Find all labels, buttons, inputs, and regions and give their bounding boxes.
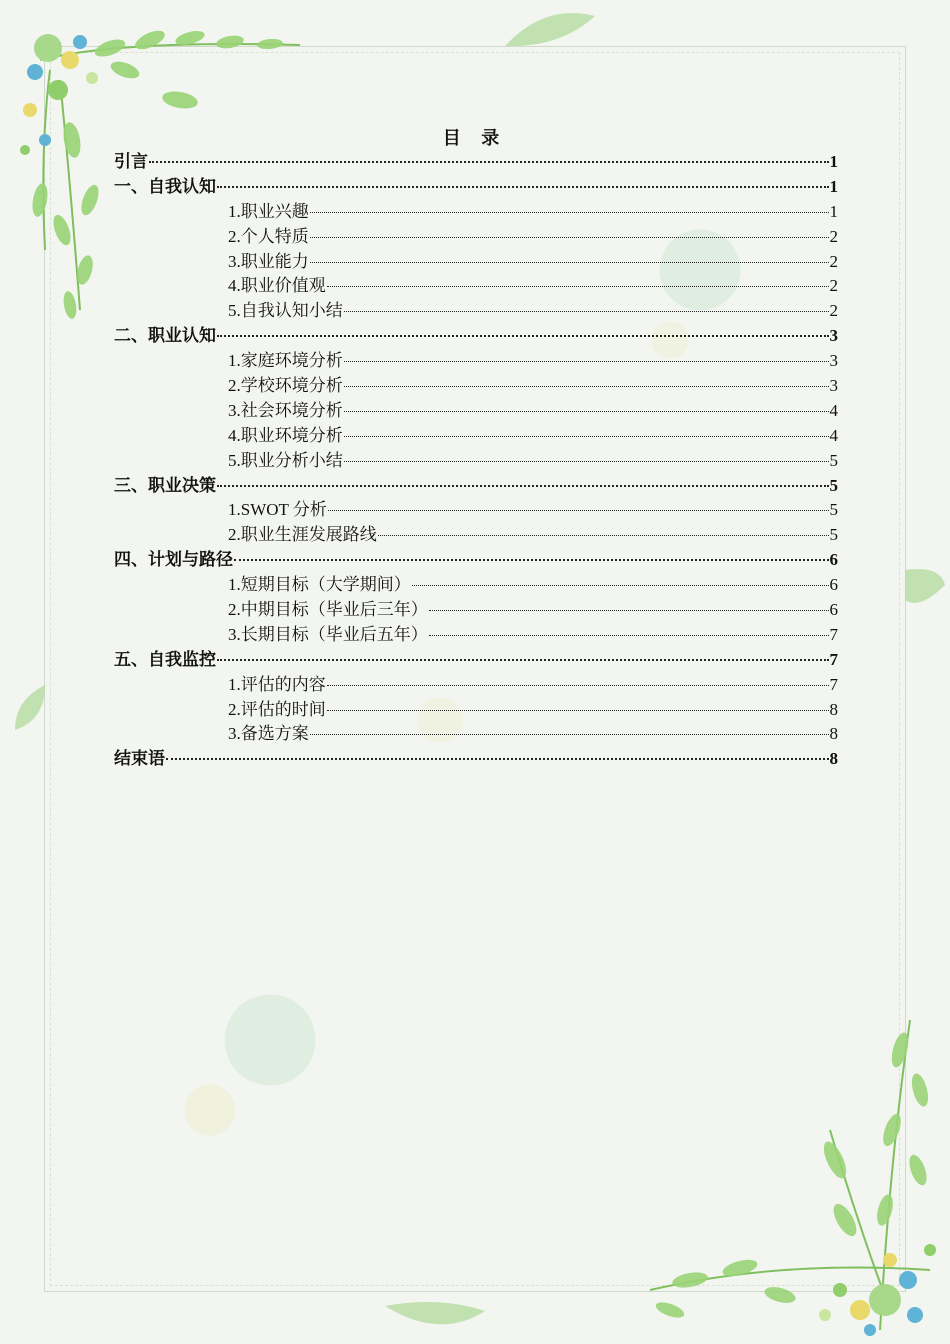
toc-entry-section[interactable] xyxy=(114,548,838,573)
toc-leader-dots xyxy=(344,436,829,437)
toc-entry-label: 3.长期目标（毕业后五年） xyxy=(228,624,428,644)
toc-leader-dots xyxy=(149,161,829,163)
toc-entry-page-number: 4 xyxy=(829,425,838,445)
toc-entry-subsection[interactable] xyxy=(114,399,838,424)
toc-leader-dots xyxy=(327,685,829,686)
toc-entry-subsection[interactable] xyxy=(114,250,838,275)
toc-entry-label: 5.自我认知小结 xyxy=(228,301,343,321)
toc-entry-label: 4.职业价值观 xyxy=(228,276,326,296)
toc-entry-label: 1.家庭环境分析 xyxy=(228,351,343,371)
toc-entry-label: 1.评估的内容 xyxy=(228,674,326,694)
toc-entry-label: 1.SWOT 分析 xyxy=(228,500,327,520)
toc-entry-section[interactable] xyxy=(114,175,838,200)
toc-leader-dots xyxy=(344,311,829,312)
toc-entry-label: 1.职业兴趣 xyxy=(228,201,309,221)
toc-entry-label: 2.职业生涯发展路线 xyxy=(228,525,377,545)
toc-entry-page-number: 8 xyxy=(829,699,838,719)
toc-entry-page-number: 7 xyxy=(829,624,838,644)
toc-entry-label: 五、自我监控 xyxy=(114,649,216,669)
toc-leader-dots xyxy=(217,186,829,188)
toc-leader-dots xyxy=(429,635,829,636)
toc-entry-page-number: 7 xyxy=(829,649,838,669)
toc-entry-page-number: 8 xyxy=(829,749,838,769)
leaf-bottom-icon xyxy=(380,1296,490,1340)
toc-leader-dots xyxy=(344,386,829,387)
toc-entry-subsection[interactable] xyxy=(114,374,838,399)
leaf-left-icon xyxy=(10,680,50,740)
toc-entry-page-number: 5 xyxy=(829,475,838,495)
toc-entry-subsection[interactable] xyxy=(114,573,838,598)
toc-leader-dots xyxy=(344,361,829,362)
toc-entry-label: 一、自我认知 xyxy=(114,176,216,196)
toc-entry-page-number: 3 xyxy=(829,351,838,371)
toc-entry-section[interactable] xyxy=(114,648,838,673)
toc-entry-page-number: 5 xyxy=(829,450,838,470)
toc-leader-dots xyxy=(429,610,829,611)
toc-entry-page-number: 1 xyxy=(829,176,838,196)
toc-entry-page-number: 6 xyxy=(829,600,838,620)
toc-leader-dots xyxy=(328,510,829,511)
toc-leader-dots xyxy=(327,710,829,711)
toc-entry-subsection[interactable] xyxy=(114,349,838,374)
toc-leader-dots xyxy=(378,535,829,536)
toc-entry-subsection[interactable] xyxy=(114,498,838,523)
toc-entry-subsection[interactable] xyxy=(114,523,838,548)
toc-entry-subsection[interactable] xyxy=(114,698,838,723)
toc-entry-page-number: 2 xyxy=(829,276,838,296)
toc-leader-dots xyxy=(217,335,829,337)
toc-entry-page-number: 7 xyxy=(829,674,838,694)
toc-entry-label: 四、计划与路径 xyxy=(114,550,233,570)
toc-leader-dots xyxy=(344,461,829,462)
toc-entry-page-number: 6 xyxy=(829,575,838,595)
toc-entry-section[interactable] xyxy=(114,474,838,499)
toc-entry-label: 引言 xyxy=(114,152,148,171)
leaf-top-icon xyxy=(500,8,600,52)
toc-leader-dots xyxy=(217,485,829,487)
toc-entry-label: 2.中期目标（毕业后三年） xyxy=(228,600,428,620)
toc-entry-label: 1.短期目标（大学期间） xyxy=(228,575,411,595)
toc-entry-page-number: 2 xyxy=(829,226,838,246)
toc-entry-label: 3.社会环境分析 xyxy=(228,400,343,420)
toc-leader-dots xyxy=(217,659,829,661)
toc-leader-dots xyxy=(310,734,829,735)
floral-bottom-right-icon xyxy=(630,1010,950,1344)
toc-leader-dots xyxy=(310,262,829,263)
toc-entry-subsection[interactable] xyxy=(114,673,838,698)
toc-entry-subsection[interactable] xyxy=(114,200,838,225)
toc-entry-label: 5.职业分析小结 xyxy=(228,450,343,470)
leaf-right-icon xyxy=(900,560,950,610)
toc-leader-dots xyxy=(310,237,829,238)
toc-title: 目 录 xyxy=(442,128,508,148)
toc-entry-subsection[interactable] xyxy=(114,598,838,623)
toc-entry-subsection[interactable] xyxy=(114,225,838,250)
toc-entry-label: 4.职业环境分析 xyxy=(228,425,343,445)
toc-leader-dots xyxy=(412,585,829,586)
toc-entry-label: 二、职业认知 xyxy=(114,326,216,346)
toc-entry-page-number: 2 xyxy=(829,301,838,321)
toc-leader-dots xyxy=(166,758,829,760)
toc-entry-section[interactable] xyxy=(114,747,838,772)
toc-entry-page-number: 6 xyxy=(829,550,838,570)
toc-leader-dots xyxy=(310,212,829,213)
toc-entry-page-number: 4 xyxy=(829,400,838,420)
toc-entry-label: 三、职业决策 xyxy=(114,475,216,495)
toc-entry-subsection[interactable] xyxy=(114,623,838,648)
toc-entry-subsection[interactable] xyxy=(114,449,838,474)
table-of-contents xyxy=(114,150,838,772)
toc-entry-page-number: 2 xyxy=(829,251,838,271)
toc-entry-section[interactable] xyxy=(114,150,838,175)
toc-entry-section[interactable] xyxy=(114,324,838,349)
toc-entry-page-number: 5 xyxy=(829,500,838,520)
toc-entry-subsection[interactable] xyxy=(114,424,838,449)
toc-entry-label: 3.备选方案 xyxy=(228,724,309,744)
toc-entry-page-number: 3 xyxy=(829,326,838,346)
toc-entry-page-number: 5 xyxy=(829,525,838,545)
toc-entry-page-number: 8 xyxy=(829,724,838,744)
toc-entry-label: 3.职业能力 xyxy=(228,251,309,271)
toc-entry-subsection[interactable] xyxy=(114,722,838,747)
toc-entry-page-number: 1 xyxy=(829,201,838,221)
toc-entry-page-number: 1 xyxy=(829,152,838,171)
toc-leader-dots xyxy=(344,411,829,412)
toc-leader-dots xyxy=(327,286,829,287)
toc-entry-page-number: 3 xyxy=(829,376,838,396)
toc-entry-subsection[interactable] xyxy=(114,299,838,324)
toc-entry-label: 结束语 xyxy=(114,749,165,769)
toc-entry-label: 2.学校环境分析 xyxy=(228,376,343,396)
toc-entry-label: 2.评估的时间 xyxy=(228,699,326,719)
toc-leader-dots xyxy=(234,559,829,561)
toc-entry-subsection[interactable] xyxy=(114,274,838,299)
toc-entry-label: 2.个人特质 xyxy=(228,226,309,246)
